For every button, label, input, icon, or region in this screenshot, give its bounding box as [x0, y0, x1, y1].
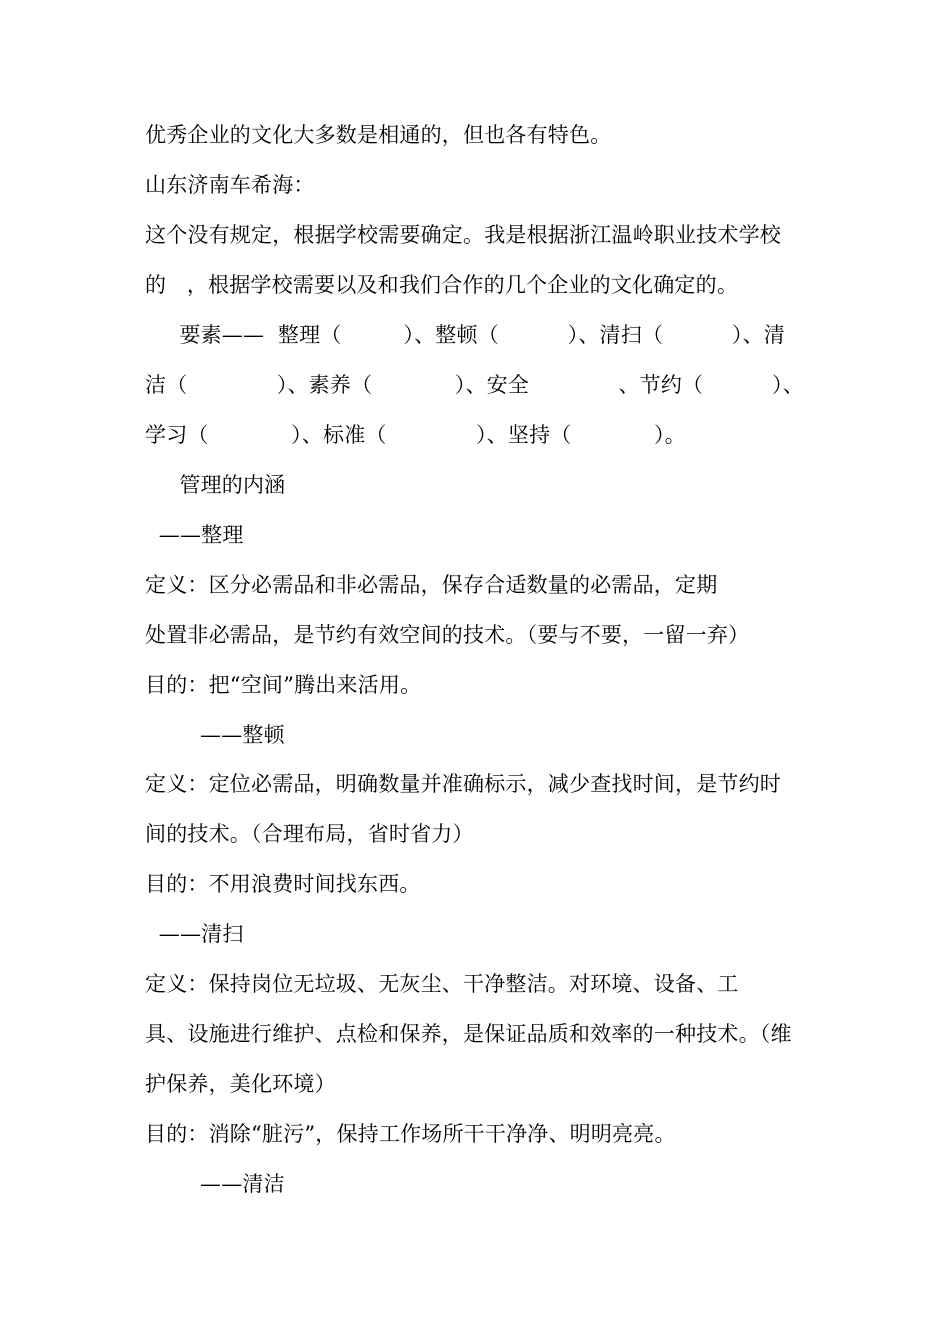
text-line: 定义：区分必需品和非必需品，保存合适数量的必需品，定期	[145, 573, 718, 597]
subsection-heading: ——清洁	[145, 1172, 285, 1196]
text-line: 这个没有规定，根据学校需要确定。我是根据浙江温岭职业技术学校	[145, 223, 781, 247]
text-line: 定义：定位必需品，明确数量并准确标示，减少查找时间，是节约时	[145, 772, 781, 796]
text-line: 优秀企业的文化大多数是相通的，但也各有特色。	[145, 123, 612, 147]
text-line: 学习（ ）、标准（ ）、坚持（ ）。	[145, 423, 686, 447]
text-line: 处置非必需品，是节约有效空间的技术。（要与不要，一留一弃）	[145, 623, 750, 647]
text-line: 目的：不用浪费时间找东西。	[145, 872, 421, 896]
text-line: 定义：保持岗位无垃圾、无灰尘、干净整洁。对环境、设备、工	[145, 972, 739, 996]
text-line: 具、设施进行维护、点检和保养，是保证品质和效率的一种技术。（维	[145, 1022, 792, 1046]
text-line: 要素—— 整理（ ）、整顿（ ）、清扫（ ）、清	[145, 323, 786, 347]
text-line: 洁（ ）、素养（ ）、安全 、节约（ ）、	[145, 373, 804, 397]
text-line: 护保养，美化环境）	[145, 1072, 336, 1096]
section-heading: 管理的内涵	[145, 473, 286, 497]
text-line: 山东济南车希海：	[145, 173, 315, 197]
text-line: 的 ，根据学校需要以及和我们合作的几个企业的文化确定的。	[145, 273, 739, 297]
subsection-heading: ——整顿	[145, 723, 285, 747]
text-line: 目的：把“空间”腾出来活用。	[145, 673, 422, 697]
text-line: 目的：消除“脏污”，保持工作场所干干净净、明明亮亮。	[145, 1122, 676, 1146]
text-line: 间的技术。（合理布局，省时省力）	[145, 822, 474, 846]
subsection-heading: ——整理	[145, 523, 244, 547]
subsection-heading: ——清扫	[145, 922, 244, 946]
